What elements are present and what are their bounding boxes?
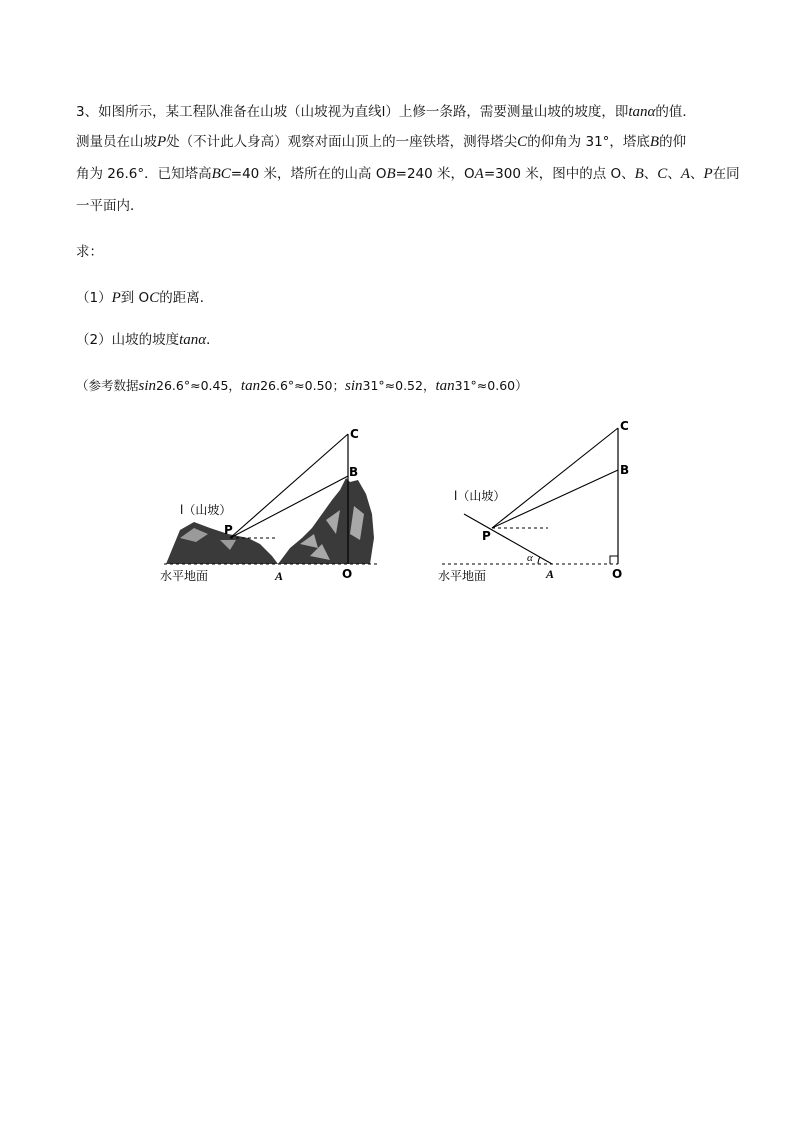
sight-line-pc — [492, 428, 618, 528]
label-c: C — [620, 419, 629, 433]
label-p: P — [224, 523, 233, 537]
label-a: A — [546, 567, 555, 581]
label-c: C — [350, 427, 359, 441]
slope-label: l（山坡） — [454, 489, 506, 503]
label-a: A — [275, 569, 284, 583]
slope-line-l — [464, 514, 552, 564]
geometry-figure — [434, 410, 644, 590]
label-b: B — [349, 465, 359, 479]
question-1: （1）P到 OC的距离． — [76, 290, 214, 306]
problem-line-2: 测量员在山坡P处（不计此人身高）观察对面山顶上的一座铁塔，测得塔尖C的仰角为 31°，塔底B的仰 — [76, 134, 687, 150]
right-angle-mark — [610, 556, 618, 564]
ground-label: 水平地面 — [160, 569, 209, 583]
mountain-figure — [150, 410, 390, 590]
label-o: O — [612, 567, 623, 581]
label-p: P — [482, 529, 491, 543]
problem-line-1: 3、如图所示，某工程队准备在山坡（山坡视为直线l）上修一条路，需要测量山坡的坡度，即tanα的值． — [76, 104, 696, 120]
label-b: B — [620, 463, 630, 477]
ask-label: 求： — [76, 244, 103, 260]
question-2: （2）山坡的坡度tanα． — [76, 332, 220, 348]
label-o: O — [342, 567, 353, 581]
ground-label: 水平地面 — [438, 569, 487, 583]
problem-line-3: 角为 26.6°．已知塔高BC=40 米，塔所在的山高 OB=240 米，OA=300 米，图中的点 O、B、C、A、P在同 — [76, 166, 740, 182]
alpha-arc — [538, 557, 540, 564]
slope-label: l（山坡） — [180, 503, 232, 517]
problem-line-4: 一平面内． — [76, 198, 144, 214]
reference-data: （参考数据sin26.6°≈0.45，tan26.6°≈0.50；sin31°≈0.52，tan31°≈0.60） — [76, 378, 528, 394]
label-alpha: α — [527, 552, 533, 564]
left-hill — [166, 522, 278, 564]
